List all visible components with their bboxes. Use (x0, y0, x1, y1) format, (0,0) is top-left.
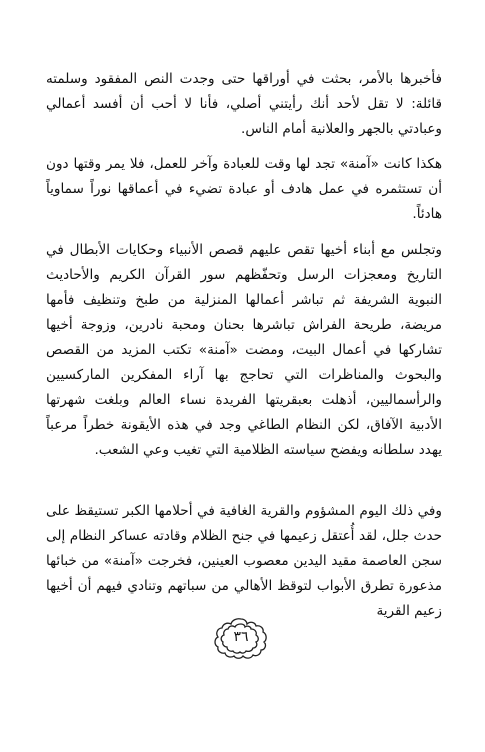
paragraph-1 (46, 67, 442, 142)
paragraph-text: فأخبرها بالأمر، بحثت في أوراقها حتى وجدت النص المفقود وسلمته قائلة: لا تقل لأحد أنك رأيتني أصلي، فأنا لا أحب أن أفسد أعمالي وعبادتي بالجهر والعلانية أمام الناس. (46, 71, 442, 137)
paragraph-2 (46, 152, 442, 227)
paragraph-text: وفي ذلك اليوم المشؤوم والقرية الغافية في أحلامها الكبر تستيقظ على حدث جلل، لقد أُعتقل زعيمها في جنح الظلام وقادته عساكر النظام إلى سجن العاصمة مقيد اليدين معصوب العينين، فخرجت «آمنة» من خبائها مذعورة تطرق الأبواب لتوقظ الأهالي من سباتهم وتنادي فيهم أن أخيها زعيم القرية (46, 503, 442, 619)
paragraph-3 (46, 238, 442, 463)
paragraph-text: هكذا كانت «آمنة» تجد لها وقت للعبادة وآخر للعمل، فلا يمر وقتها دون أن تستثمره في عمل هادف أو عبادة تضيء في أعماقها نوراً سماوياً هادئاً. (46, 156, 442, 222)
page-number-ornament (212, 616, 270, 660)
page-number: ٣٦ (233, 629, 249, 645)
paragraph-4 (46, 499, 442, 624)
paragraph-text: وتجلس مع أبناء أخيها تقص عليهم قصص الأنبياء وحكايات الأبطال في التاريخ ومعجزات الرسل وتحفّظهم سور القرآن الكريم والأحاديث النبوية الشريفة ثم تباشر أعمالها المنزلية من طبخ وتنظيف فأمها مريضة، طريحة الفراش تباشرها بحنان ومحبة نادرين، وزوجة أخيها تشاركها في أعمال البيت، ومضت «آمنة» تكتب المزيد من القصص والبحوث والمناظرات التي تحاجج بها آراء المفكرين الماركسيين والرأسماليين، أذهلت بعبقريتها الفريدة نساء العالم وبلغت شهرتها الأدبية الآفاق، لكن النظام الطاغي وجد في هذه الأيقونة خطراً مرعباً يهدد سلطانه ويفضح سياسته الظلامية التي تغيب وعي الشعب. (46, 242, 442, 458)
